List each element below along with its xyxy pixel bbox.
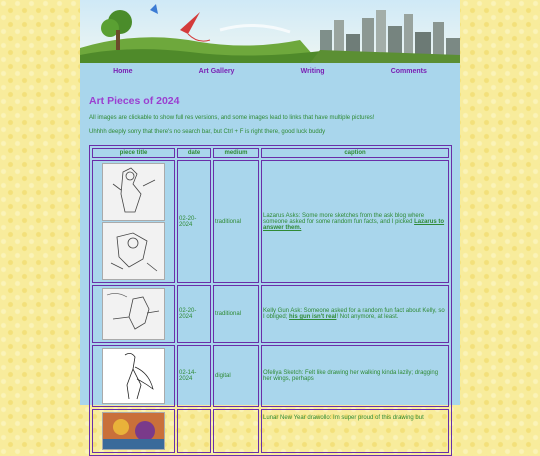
piece-caption [261, 285, 449, 343]
thumbnail-link[interactable] [102, 412, 165, 450]
nav-link-writing[interactable]: Writing [300, 68, 325, 75]
piece-caption [261, 409, 449, 453]
caption-link[interactable]: Lazarus to answer them. [263, 218, 445, 231]
sketch-image [103, 289, 164, 339]
nav-link-art-gallery[interactable]: Art Gallery [198, 68, 235, 75]
page-container [80, 0, 460, 421]
main-nav [80, 63, 460, 80]
nav-link-home[interactable]: Home [113, 68, 133, 75]
sketch-image [103, 164, 164, 220]
caption-text: Kelly Gun Ask: Someone asked for a random fun fact about Kelly, so I obliged; [263, 308, 445, 320]
thumbnail-link[interactable] [102, 288, 165, 340]
piece-date: 02-20-2024 [177, 285, 211, 343]
piece-medium [213, 409, 259, 453]
column-header-medium: medium [213, 148, 259, 158]
page-title: Art Pieces of 2024 [89, 95, 180, 107]
table-row [92, 345, 449, 407]
intro-text: All images are clickable to show full res versions, and some images lead to links that have multiple pictures! [89, 115, 375, 121]
thumbnail-link[interactable] [102, 348, 165, 404]
piece-date: 02-14-2024 [177, 345, 211, 407]
caption-text: Lunar New Year drawollo: Im super proud of this drawing but [263, 415, 424, 421]
piece-medium: traditional [213, 160, 259, 283]
piece-medium: digital [213, 345, 259, 407]
sketch-image [103, 223, 164, 279]
table-header-row [92, 148, 449, 158]
sketch-image [103, 349, 164, 403]
intro-note: Uhhhh deeply sorry that there's no search bar, but Ctrl + F is right there, good luck buddy [89, 129, 326, 135]
banner-illustration [80, 0, 460, 63]
piece-date [177, 409, 211, 453]
art-table [89, 145, 452, 456]
nav-link-comments[interactable]: Comments [390, 68, 427, 75]
piece-date: 02-20-2024 [177, 160, 211, 283]
site-banner [80, 0, 460, 63]
piece-thumbnail-cell [92, 285, 175, 343]
column-header-date: date [177, 148, 211, 158]
caption-text: Ofeliya Sketch: Felt like drawing her walking kinda lazily; dragging her wings, perhaps [263, 370, 439, 382]
column-header-piece-title: piece title [92, 148, 175, 158]
table-row [92, 160, 449, 283]
caption-text: Lazarus Asks: Some more sketches from the ask blog where someone asked for some random fun facts, and I picked [263, 212, 425, 225]
column-header-caption: caption [261, 148, 449, 158]
piece-caption [261, 345, 449, 407]
caption-link[interactable]: his gun isn't real [289, 314, 337, 320]
piece-thumbnail-cell [92, 160, 175, 283]
piece-medium: traditional [213, 285, 259, 343]
caption-text: ! Not anymore, at least. [336, 314, 399, 320]
table-row [92, 285, 449, 343]
thumbnail-link[interactable] [102, 222, 165, 280]
piece-thumbnail-cell [92, 409, 175, 453]
piece-caption [261, 160, 449, 283]
piece-thumbnail-cell [92, 345, 175, 407]
table-row [92, 409, 449, 453]
kite-icon [180, 12, 200, 34]
thumbnail-link[interactable] [102, 163, 165, 221]
painting-image [103, 413, 164, 449]
